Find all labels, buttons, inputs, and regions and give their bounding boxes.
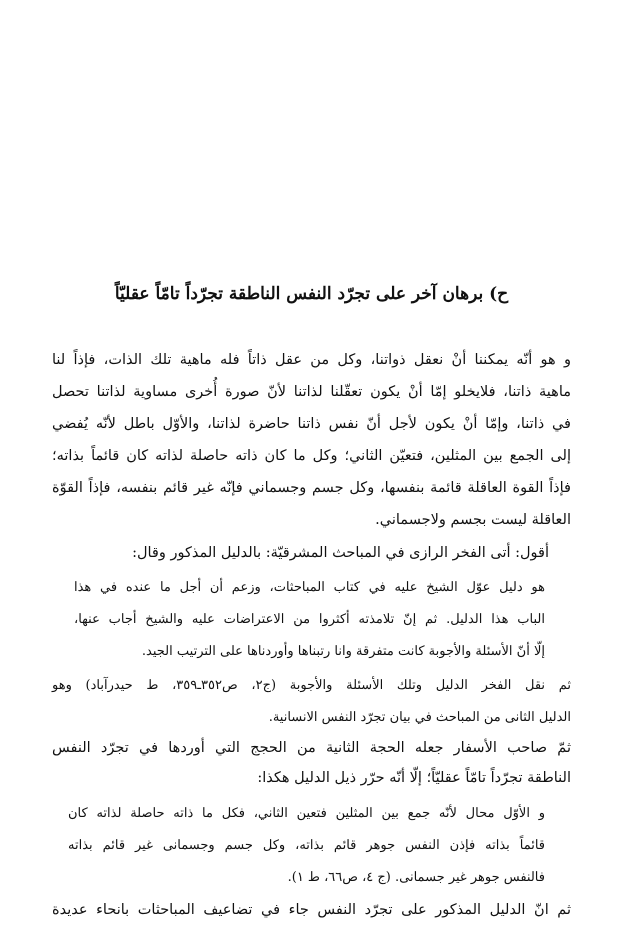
paragraph-line: العاقلة ليست بجسم ولاجسماني.	[375, 512, 571, 528]
paragraph-line: ماهية ذاتنا، فلايخلو إمّا أنْ يكون تعقّلنا لذاتنا لأنّ صورة أُخرى مساوية لذاتنا تحصل	[52, 384, 571, 400]
paragraph-line: الناطقة تجرّداً تامّاً عقليّاً؛ إلّا أنّه حرّر ذيل الدليل هكذا:	[257, 770, 571, 786]
quote-line: إلّا أنّ الأسئلة والأجوبة كانت متفرقة وانا رتبناها وأوردناها على الترتيب الجيد.	[141, 644, 545, 659]
paragraph-line: إلى الجمع بين المثلين، فتعيّن الثاني؛ وكل ما كان ذاته حاصلة لذاته كان قائماً بذاته؛	[52, 448, 571, 464]
paragraph-line: ثم انّ الدليل المذكور على تجرّد النفس جاء في تضاعيف المباحثات بانحاء عديدة	[52, 902, 571, 918]
quote-line: هو دليل عوّل الشيخ عليه في كتاب المباحثات، وزعم أن أجل ما عنده في هذا	[74, 580, 545, 595]
section-heading: ح) برهان آخر على تجرّد النفس الناطقة تجرّداً تامّاً عقليّاً	[114, 284, 509, 304]
paragraph-line: فإذاً القوة العاقلة قائمة بنفسها، وكل جسم وجسماني فإنّه غير قائم بنفسه، فإذاً القوّة	[52, 480, 571, 496]
quote-line: و الأوّل محال لأنّه جمع بين المثلين فتعين الثاني، فكل ما ذاته حاصلة لذاته كان	[68, 806, 545, 821]
paragraph-line: الدليل الثانى من المباحث في بيان تجرّد النفس الانسانية.	[268, 710, 571, 725]
paragraph-line: ثمّ صاحب الأسفار جعله الحجة الثانية من الحجج التي أوردها في تجرّد النفس	[52, 740, 571, 756]
paragraph-line: و هو أنّه يمكننا أنْ نعقل ذواتنا، وكل من عقل ذاتاً فله ماهية تلك الذات، فإذاً لنا	[52, 352, 571, 368]
paragraph-line: في ذاتنا، وإمّا أنْ يكون لأجل أنّ نفس ذاتنا حاضرة لذاتنا، والأوّل باطل لأنّه يُفضي	[52, 416, 571, 432]
paragraph-line: ثم نقل الفخر الدليل وتلك الأسئلة والأجوبة (ج٢، ص٣٥٢ـ٣٥٩، ط حيدرآباد) وهو	[52, 678, 572, 693]
paragraph-line: أقول: أتى الفخر الرازى في المباحث المشرقيّة: بالدليل المذكور وقال:	[132, 545, 549, 561]
quote-line: الباب هذا الدليل. ثم إنّ تلامذته أكثروا من الاعتراضات عليه والشيخ أجاب عنها،	[74, 612, 545, 627]
quote-line: فالنفس جوهر غير جسمانى. (ج ٤، ص٦٦، ط ١).	[287, 870, 545, 885]
quote-line: قائماً بذاته فإذن النفس جوهر قائم بذاته، وكل جسم وجسمانى غير قائم بذاته	[68, 838, 545, 853]
